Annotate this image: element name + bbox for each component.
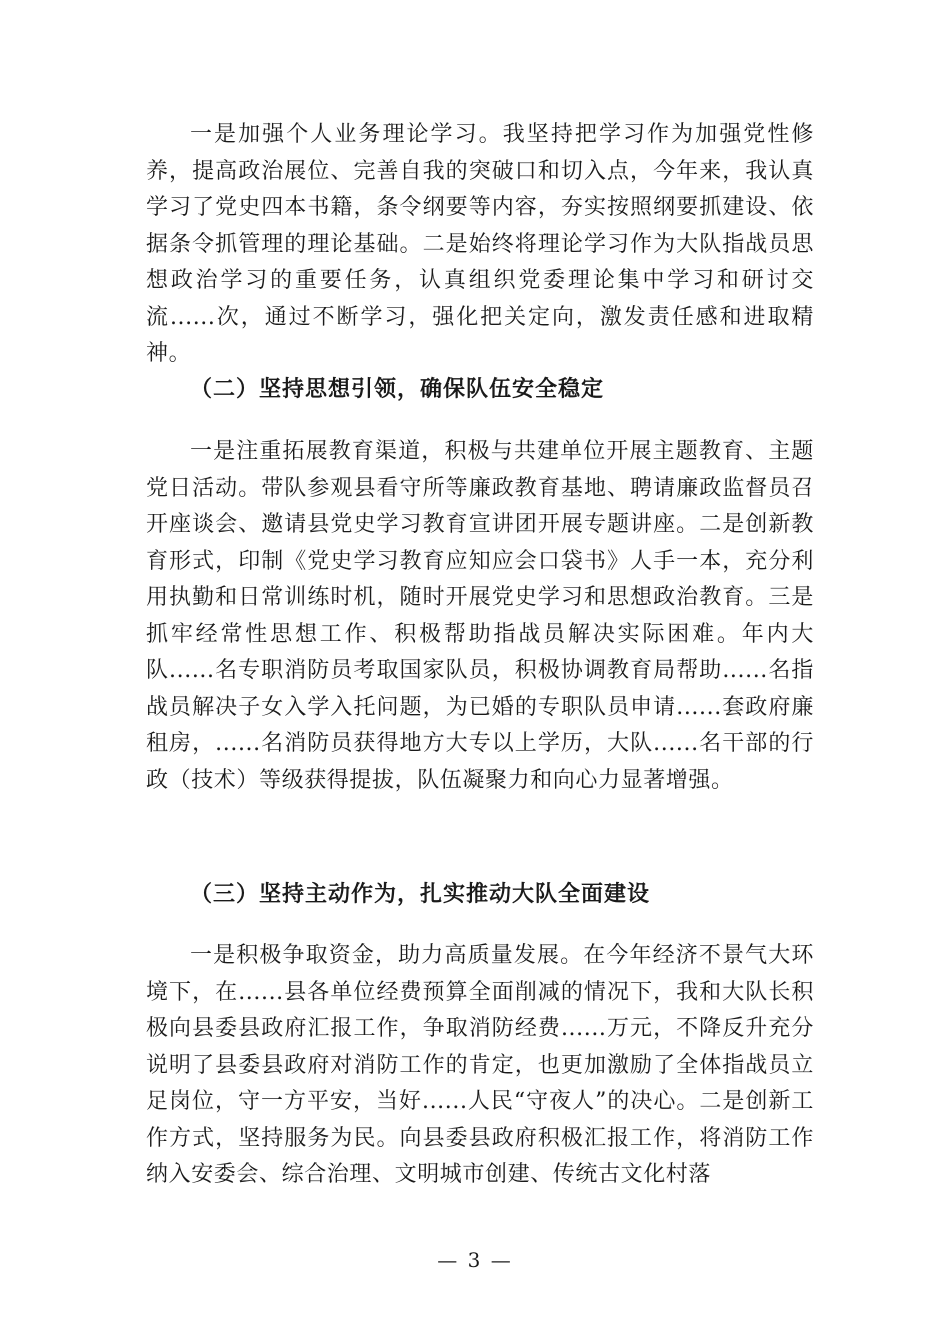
section-heading-3: （三）坚持主动作为，扎实推动大队全面建设 (190, 881, 651, 907)
section-heading-2: （二）坚持思想引领，确保队伍安全稳定 (190, 376, 605, 402)
body-paragraph-2: 一是注重拓展教育渠道，积极与共建单位开展主题教育、主题党日活动。带队参观县看守所等廉政教育基地、聘请廉政监督员召开座谈会、邀请县党史学习教育宣讲团开展专题讲座。二是创新教育形式，印制《党史学习教育应知应会口袋书》人手一本，充分利用执勤和日常训练时机，随时开展党史学习和思想政治教育。三是抓牢经常性思想工作、积极帮助指战员解决实际困难。年内大队......名专职消防员考取国家队员，积极协调教育局帮助......名指战员解决子女入学入托问题，为已婚的专职队员申请......套政府廉租房，......名消防员获得地方大专以上学历，大队......名干部的行政（技术）等级获得提拔，队伍凝聚力和向心力显著增强。 (146, 439, 814, 793)
body-paragraph-3: 一是积极争取资金，助力高质量发展。在今年经济不景气大环境下，在......县各单位经费预算全面削减的情况下，我和大队长积极向县委县政府汇报工作，争取消防经费......万元，不降反升充分说明了县委县政府对消防工作的肯定，也更加激励了全体指战员立足岗位，守一方平安，当好......人民“守夜人”的决心。二是创新工作方式，坚持服务为民。向县委县政府积极汇报工作，将消防工作纳入安委会、综合治理、文明城市创建、传统古文化村落 (146, 943, 814, 1187)
body-paragraph-1: 一是加强个人业务理论学习。我坚持把学习作为加强党性修养，提高政治展位、完善自我的突破口和切入点，今年来，我认真学习了党史四本书籍，条令纲要等内容，夯实按照纲要抓建设、依据条令抓管理的理论基础。二是始终将理论学习作为大队指战员思想政治学习的重要任务，认真组织党委理论集中学习和研讨交流......次，通过不断学习，强化把关定向，激发责任感和进取精神。 (146, 122, 814, 366)
page-number: — 3 — (437, 1248, 513, 1272)
